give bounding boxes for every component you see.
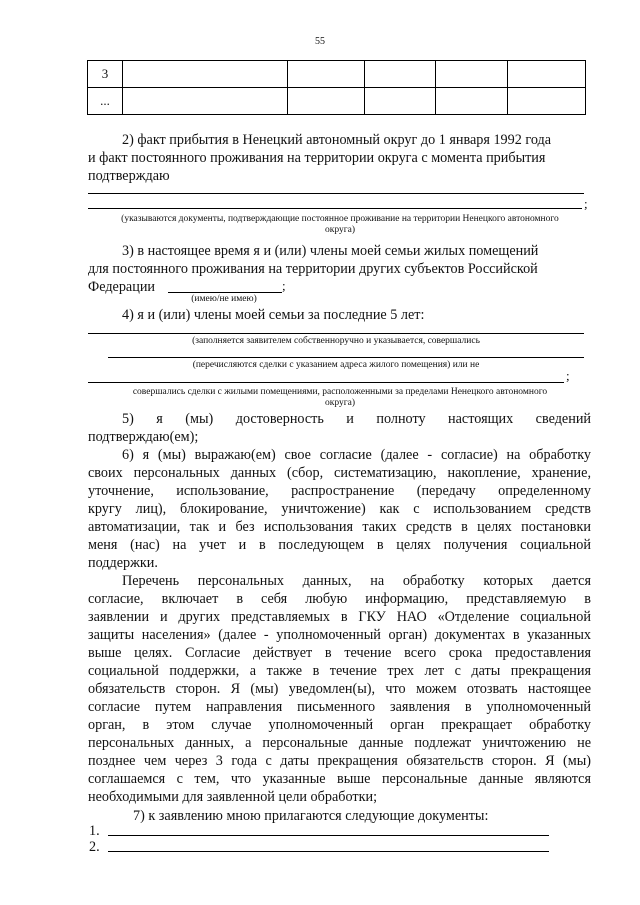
paragraph-7-line: орган, в этом случае уполномоченный орган прекращает обработку [88,717,591,733]
caption-have: (имею/не имею) [191,294,257,304]
semicolon: ; [282,278,286,293]
fill-line [108,357,584,358]
paragraph-7-line: соглашаемся с тем, что указанные выше персональные данные являются [88,771,591,787]
table-cell-num: 3 [88,61,123,88]
table-row [88,61,586,88]
fill-line [108,835,549,836]
semicolon: ; [584,196,588,211]
caption-fill-in: (заполняется заявителем собственноручно и указывается, совершались [192,336,480,346]
table-cell [436,88,508,115]
fill-line [168,292,282,293]
list-item-number: 1. [89,823,100,839]
paragraph-attachments: 7) к заявлению мною прилагаются следующие документы: [133,808,489,824]
page-number: 55 [315,36,325,47]
paragraph-7-line: социальной поддержки, а также в течение трех лет с даты прекращения [88,663,591,679]
table-cell [365,88,436,115]
table-cell [288,88,365,115]
fill-line [88,333,584,334]
semicolon: ; [566,368,570,383]
table-cell [508,88,586,115]
paragraph-2-line2: и факт постоянного проживания на территории округа с момента прибытия [88,150,546,166]
paragraph-7-line: согласие, включает в себя любую информацию, представляемую в [88,591,591,607]
paragraph-7-line: выше целях. Согласие действует в течение всего срока предоставления [88,645,591,661]
paragraph-2-line3: подтверждаю [88,168,170,184]
fill-line [88,208,582,209]
paragraph-6-line: меня (нас) на учет и в последующем в целях получения социальной [88,537,591,553]
fill-line [88,193,584,194]
paragraph-4-line1: 4) я и (или) члены моей семьи за последние 5 лет: [122,307,425,323]
table-cell [288,61,365,88]
caption-deals: (перечисляются сделки с указанием адреса жилого помещения) или не [192,360,480,370]
paragraph-7-line: Перечень персональных данных, на обработку которых дается [122,573,591,589]
paragraph-6-line: уточнение, использование, распространение (передачу определенному [88,483,591,499]
paragraph-7-line: необходимыми для заявленной цели обработки; [88,789,378,805]
table-cell [508,61,586,88]
table-row [88,88,586,115]
table-cell-num: ... [88,88,123,115]
paragraph-3-line2: для постоянного проживания на территории других субъектов Российской [88,261,538,277]
table-cell [123,88,288,115]
paragraph-7-line: позднее чем через 3 года с даты прекращения обязательств сторон. Я (мы) [88,753,591,769]
paragraph-3-line3: Федерации [88,279,156,295]
caption-okrug: округа) [324,398,356,408]
paragraph-5-line2: подтверждаю(ем); [88,429,199,445]
caption-okrug: округа) [324,225,356,235]
data-table [87,60,586,115]
paragraph-6-line: 6) я (мы) выражаю(ем) свое согласие (далее - согласие) на обработку [122,447,591,463]
caption-not-done: совершались сделки с жилыми помещениями, расположенными за пределами Ненецкого автономного [132,387,548,397]
paragraph-7-line: персональных данных, а персональные данные подлежат уничтожению не [88,735,591,751]
table-cell [436,61,508,88]
paragraph-7-line: обязательств сторон. Я (мы) уведомлен(ы), что можем отозвать настоящее [88,681,591,697]
paragraph-5-line1: 5) я (мы) достоверность и полноту настоящих сведений [122,411,591,427]
paragraph-3-line1: 3) в настоящее время я и (или) члены моей семьи жилых помещений [122,243,539,259]
paragraph-6-line: автоматизации, так и без использования таких средств в целях постановки [88,519,591,535]
paragraph-7-line: согласие путем направления письменного заявления в уполномоченный [88,699,591,715]
table-cell [365,61,436,88]
fill-line [88,382,564,383]
paragraph-2-line1: 2) факт прибытия в Ненецкий автономный округ до 1 января 1992 года [122,132,552,148]
paragraph-7-line: заявлении и других представляемых в ГКУ НАО «Отделение социальной [88,609,591,625]
table-cell [123,61,288,88]
paragraph-6-line: кругу лиц), блокирование, уничтожение) как с использованием средств [88,501,591,517]
paragraph-7-line: защиты населения» (далее - уполномоченный орган) документах в указанных [88,627,591,643]
paragraph-6-line: своих персональных данных (сбор, систематизацию, накопление, хранение, [88,465,591,481]
fill-line [108,851,549,852]
list-item-number: 2. [89,839,100,855]
caption-documents: (указываются документы, подтверждающие постоянное проживание на территории Ненецкого автономного [121,214,559,224]
paragraph-6-line: поддержки. [88,555,158,571]
